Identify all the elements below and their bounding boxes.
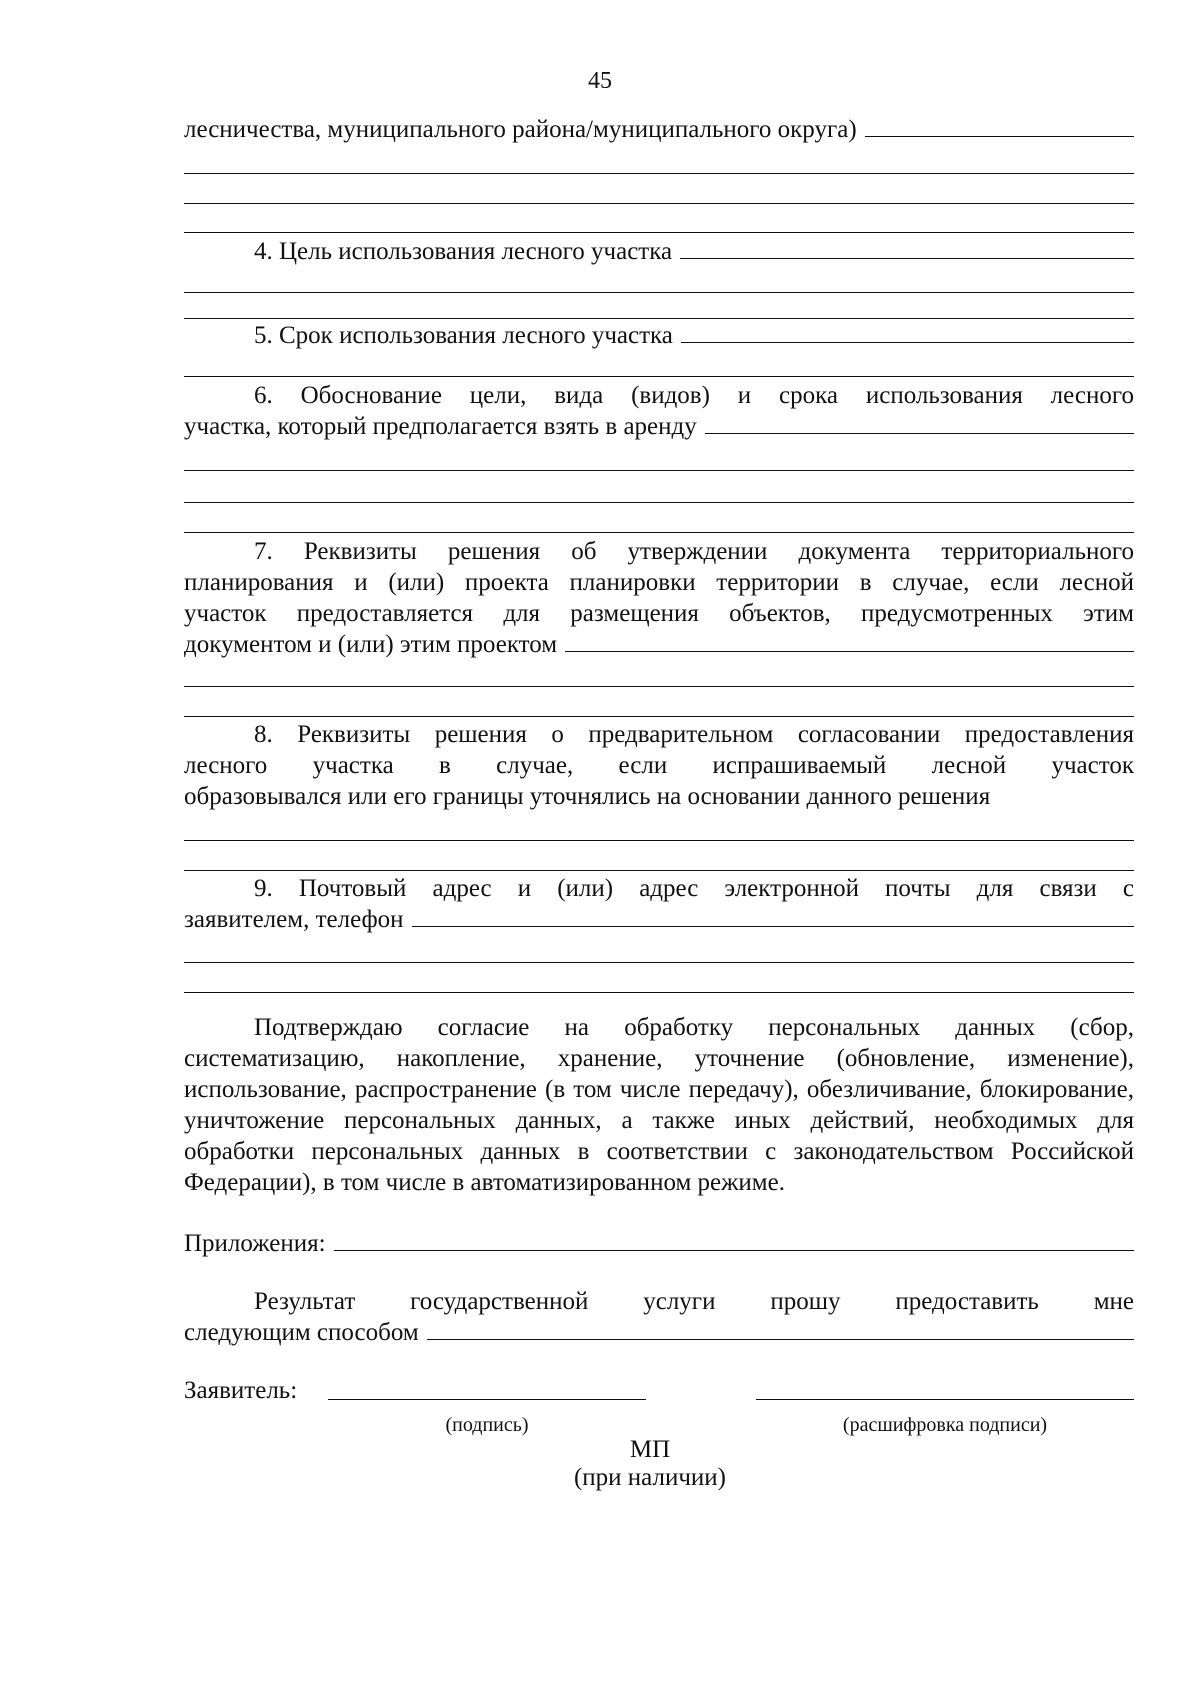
blank-line[interactable]	[184, 840, 1134, 841]
item6-line1: 6. Обоснование цели, вида (видов) и срока использования лесного	[254, 382, 1134, 409]
item8-line2: лесного участка в случае, если испрашиваемый лесной участок	[184, 752, 1134, 779]
item5-fill-line[interactable]	[681, 320, 1134, 343]
item3-tail-row	[184, 114, 1134, 145]
attachments-fill-line[interactable]	[334, 1228, 1134, 1251]
blank-line[interactable]	[184, 173, 1134, 174]
blank-line[interactable]	[184, 716, 1134, 717]
item6-row2	[184, 411, 1134, 442]
item9-fill-line[interactable]	[412, 904, 1134, 927]
consent-paragraph: Подтверждаю согласие на обработку персональных данных (сбор, систематизацию, накопление, хранение, уточнение (обновление, изменение), использование, распространение (в том числе передачу), обезличивание, блокирование, уничтожение персональных данных, а также иных действий, необходимых для обработки персональных данных в соответствии с законодательством Российской Федерации), в том числе в автоматизированном режиме.	[184, 1014, 1134, 1196]
item7-line2: планирования и (или) проекта планировки территории в случае, если лесной	[184, 569, 1134, 596]
item9-row2	[184, 904, 1134, 935]
item4-text: 4. Цель использования лесного участка	[254, 238, 673, 265]
page-number: 45	[588, 68, 612, 94]
item8-line3: образовывался или его границы уточнялись на основании данного решения	[184, 783, 991, 810]
stamp-note: (при наличии)	[573, 1464, 727, 1491]
item4-row	[184, 236, 1134, 267]
item7-text4: документом и (или) этим проектом	[184, 631, 558, 658]
item5-row	[184, 320, 1134, 351]
item6-text2: участка, который предполагается взять в аренду	[184, 413, 697, 440]
result-fill-line[interactable]	[427, 1317, 1134, 1340]
result-line1: Результат государственной услуги прошу предоставить мне	[254, 1288, 1134, 1315]
item8-line1: 8. Реквизиты решения о предварительном согласовании предоставления	[254, 721, 1134, 748]
item5-text: 5. Срок использования лесного участка	[254, 322, 673, 349]
signature-line[interactable]	[328, 1399, 646, 1400]
item9-text2: заявителем, телефон	[184, 906, 404, 933]
item7-line1: 7. Реквизиты решения об утверждении документа территориального	[254, 538, 1134, 565]
item9-line1: 9. Почтовый адрес и (или) адрес электронной почты для связи с	[254, 875, 1134, 902]
applicant-label: Заявитель:	[184, 1377, 298, 1404]
blank-line[interactable]	[184, 376, 1134, 377]
item4-fill-line[interactable]	[680, 236, 1134, 259]
applicant-row	[184, 1375, 1134, 1415]
result-text2: следующим способом	[184, 1319, 419, 1346]
item3-fill-line[interactable]	[865, 114, 1134, 137]
signature-caption: (подпись)	[445, 1414, 529, 1436]
blank-line[interactable]	[184, 232, 1134, 233]
item3-tail-text: лесничества, муниципального района/муниципального округа)	[184, 116, 857, 143]
item7-line3: участок предоставляется для размещения объектов, предусмотренных этим	[184, 600, 1134, 627]
blank-line[interactable]	[184, 203, 1134, 204]
blank-line[interactable]	[184, 992, 1134, 993]
decoding-caption: (расшифровка подписи)	[842, 1414, 1048, 1436]
item7-row4	[184, 629, 1134, 660]
signature-decoding-line[interactable]	[756, 1399, 1134, 1400]
result-row2	[184, 1317, 1134, 1348]
item6-fill-line[interactable]	[705, 411, 1134, 434]
attachments-label: Приложения:	[184, 1230, 326, 1257]
blank-line[interactable]	[184, 532, 1134, 533]
attachments-row	[184, 1228, 1134, 1259]
blank-line[interactable]	[184, 470, 1134, 471]
blank-line[interactable]	[184, 318, 1134, 319]
stamp-label: МП	[629, 1436, 671, 1463]
blank-line[interactable]	[184, 962, 1134, 963]
blank-line[interactable]	[184, 502, 1134, 503]
item7-fill-line[interactable]	[565, 629, 1134, 652]
blank-line[interactable]	[184, 686, 1134, 687]
blank-line[interactable]	[184, 870, 1134, 871]
blank-line[interactable]	[184, 292, 1134, 293]
